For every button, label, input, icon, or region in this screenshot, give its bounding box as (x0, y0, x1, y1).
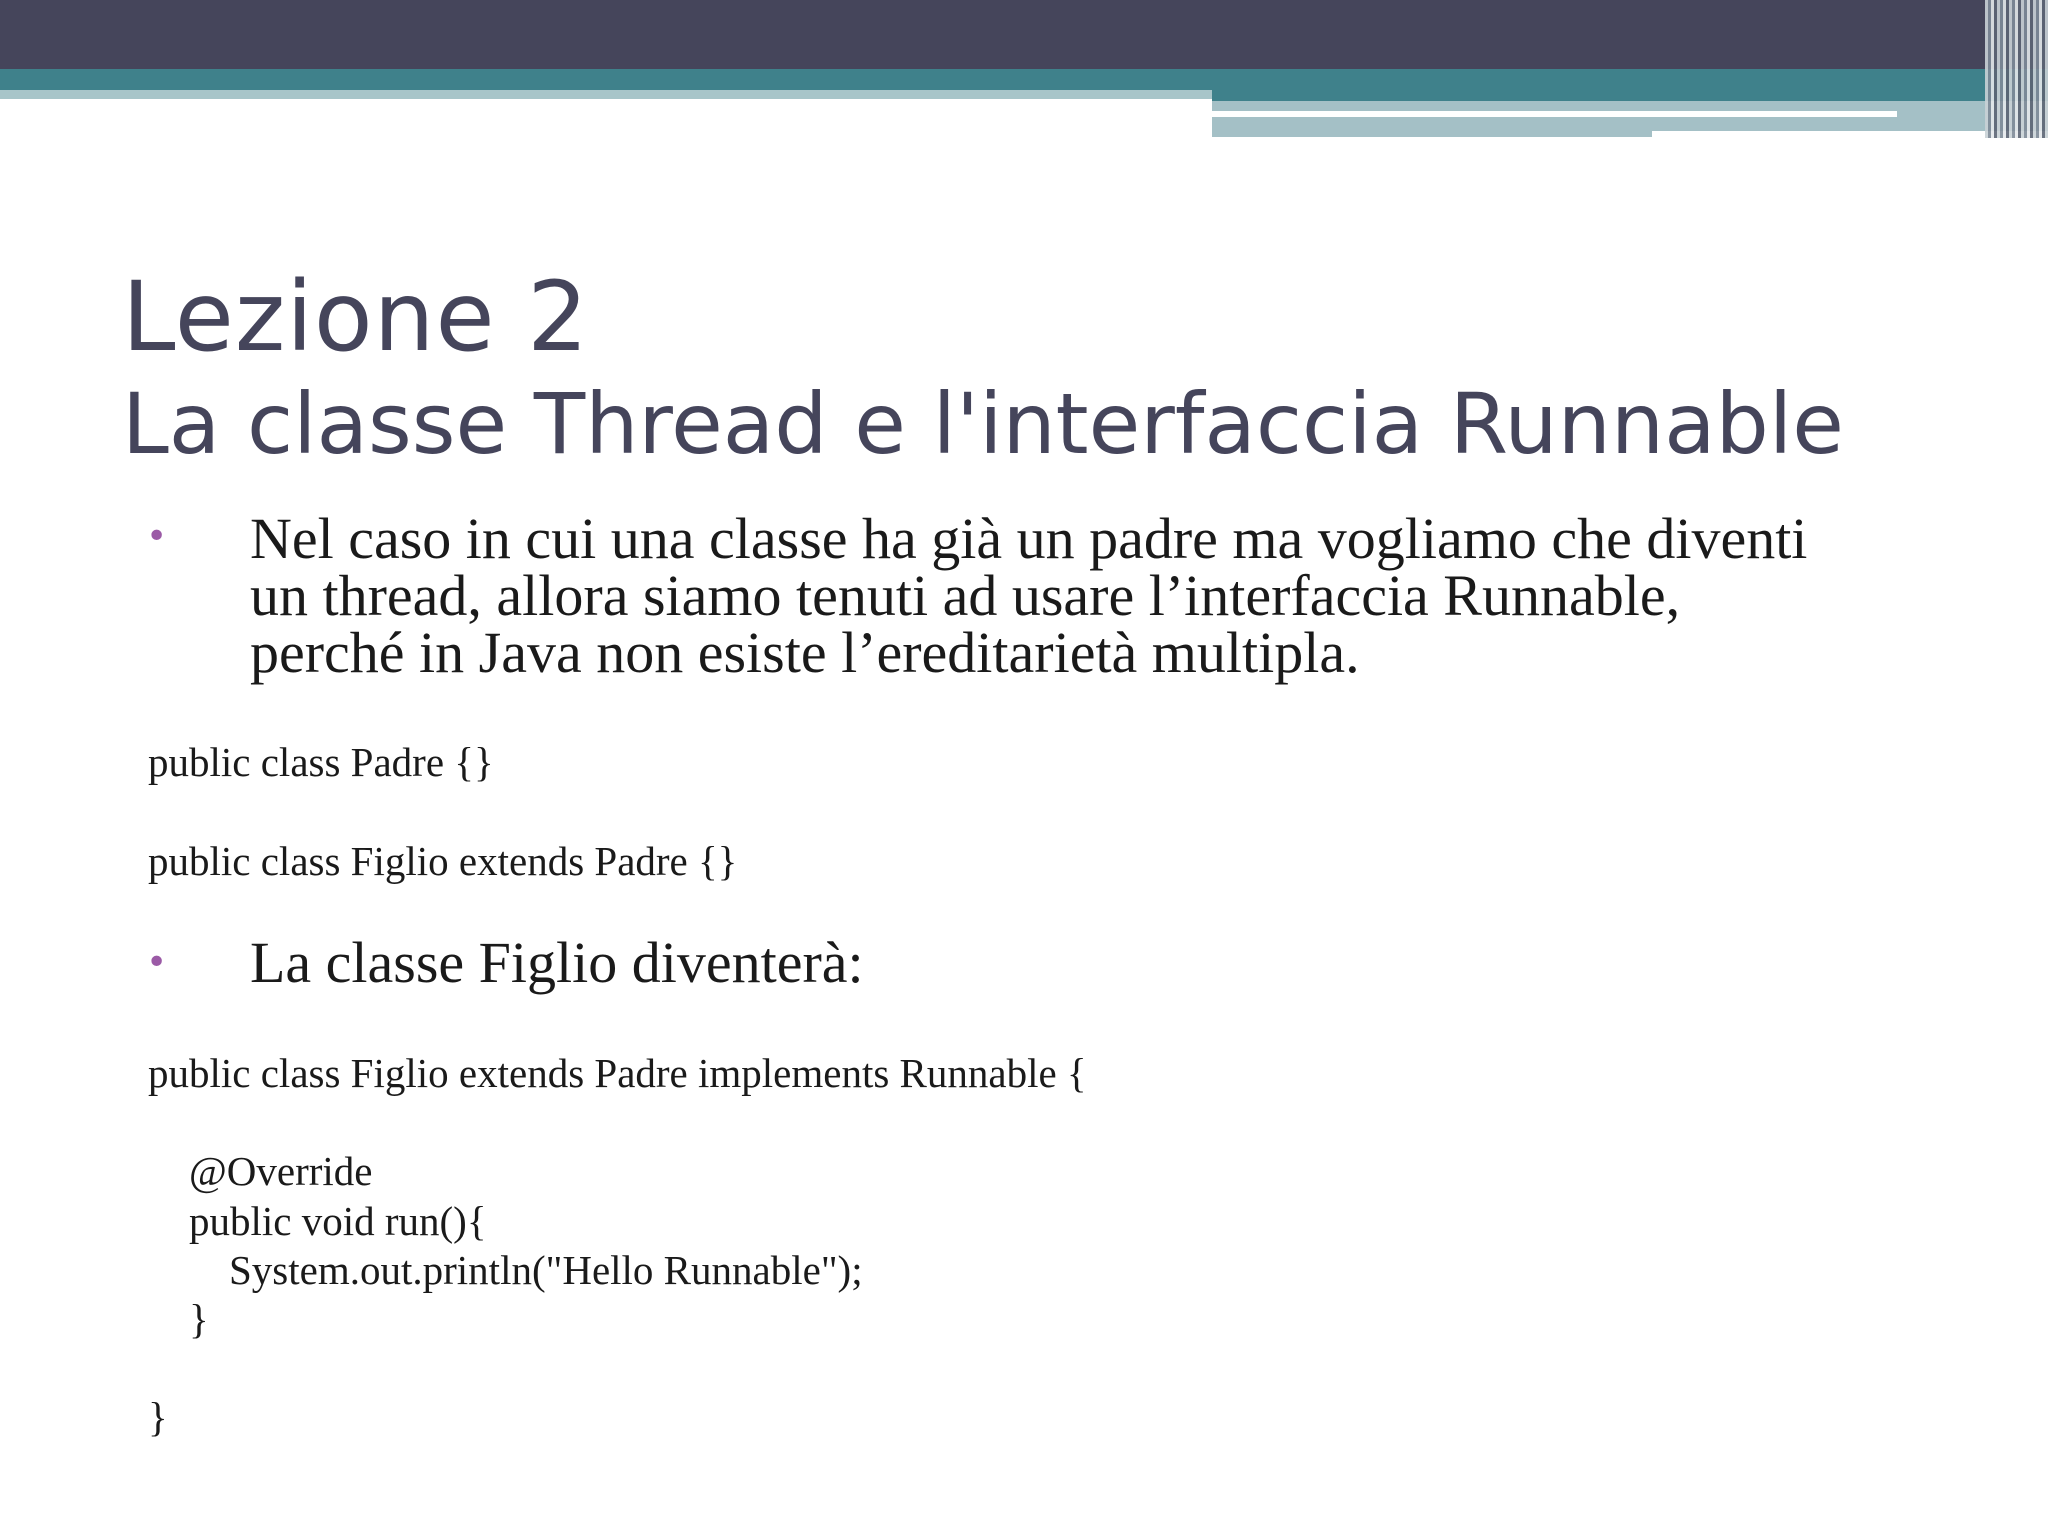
code-line: } (189, 1296, 209, 1342)
title-main: Lezione 2 (122, 261, 590, 373)
code-line: public class Padre {} (148, 739, 494, 785)
code-line: } (148, 1394, 168, 1440)
bullet-text: La classe Figlio diventerà: (250, 930, 864, 995)
code-line: public class Figlio extends Padre {} (148, 838, 738, 884)
code-line: System.out.println("Hello Runnable"); (229, 1247, 863, 1293)
header-teal-band-right (1212, 90, 2048, 101)
bullet-item (146, 930, 1826, 995)
header-white-line (1212, 111, 1897, 117)
header-light-band-left (0, 90, 1212, 99)
title-subtitle: La classe Thread e l'interfaccia Runnable (122, 375, 1844, 474)
code-line: public void run(){ (189, 1198, 487, 1244)
bullet-dot-icon: • (146, 942, 168, 983)
header-dark-band (0, 0, 2048, 69)
slide-title (122, 262, 1844, 473)
bullet-item (146, 506, 1826, 685)
header-teal-band (0, 69, 2048, 90)
code-line: public class Figlio extends Padre implements Runnable { (148, 1050, 1087, 1096)
code-line: @Override (189, 1148, 373, 1194)
bullet-text: Nel caso in cui una classe ha già un padre ma vogliamo che diventi un thread, allora siamo tenuti ad usare l’interfaccia Runnable, perché in Java non esiste l’ereditarietà multipla. (250, 506, 1808, 685)
bullet-dot-icon: • (146, 516, 168, 557)
header-corner-stripes (1985, 0, 2048, 138)
